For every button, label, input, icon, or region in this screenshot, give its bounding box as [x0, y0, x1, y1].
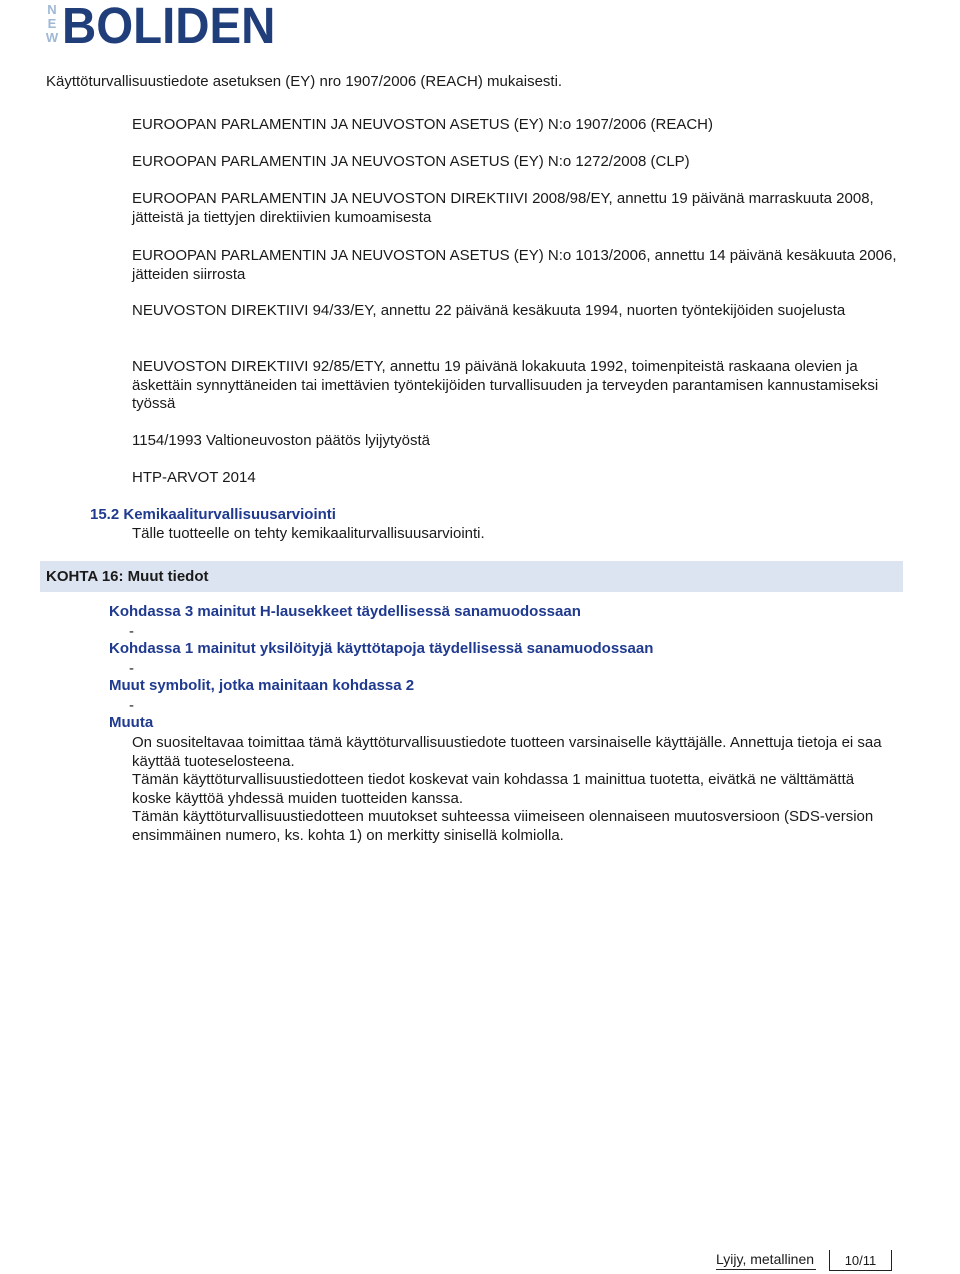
logo-new-letter: W — [45, 30, 59, 45]
section-item-heading: Kohdassa 3 mainitut H-lausekkeet täydellisessä sanamuodossaan — [109, 603, 581, 620]
section-item-value: - — [129, 660, 134, 677]
subsection-text: Tälle tuotteelle on tehty kemikaaliturvallisuusarviointi. — [132, 525, 485, 542]
other-info-heading: Muuta — [109, 714, 154, 731]
boliden-logo — [45, 0, 292, 54]
regulation-item: EUROOPAN PARLAMENTIN JA NEUVOSTON ASETUS (EY) N:o 1013/2006, annettu 14 päivänä kesäkuuta 2006, jätteiden siirrosta — [132, 247, 897, 283]
logo-new-mark — [45, 3, 59, 45]
section-title: KOHTA 16: Muut tiedot — [46, 568, 209, 585]
regulation-item: 1154/1993 Valtioneuvoston päätös lyijytyöstä — [132, 432, 430, 449]
footer-product-name: Lyijy, metallinen — [716, 1251, 815, 1267]
other-info-paragraph: Tämän käyttöturvallisuustiedotteen tiedot koskevat vain kohdassa 1 mainittua tuotetta, eivätkä ne välttämättä koske käyttöä yhdessä muiden tuotteiden kanssa. — [132, 771, 855, 807]
page-number: 10/11 — [829, 1250, 892, 1271]
regulation-item: EUROOPAN PARLAMENTIN JA NEUVOSTON ASETUS (EY) N:o 1907/2006 (REACH) — [132, 116, 713, 133]
logo-new-letter: E — [47, 16, 57, 31]
section-item-value: - — [129, 697, 134, 714]
regulation-item: NEUVOSTON DIREKTIIVI 94/33/EY, annettu 22 päivänä kesäkuuta 1994, nuorten työntekijöiden suojelusta — [132, 302, 846, 319]
logo-brand-name: BOLIDEN — [62, 0, 276, 54]
regulation-item: HTP-ARVOT 2014 — [132, 469, 256, 486]
other-info-paragraph: On suositeltavaa toimittaa tämä käyttöturvallisuustiedote tuotteen varsinaiselle käyttäjälle. Annettuja tietoja ei saa käyttää tuoteselosteena. — [132, 734, 882, 770]
section-item-value: - — [129, 623, 134, 640]
logo-new-letter: N — [47, 2, 57, 17]
subsection-title: Kemikaaliturvallisuusarviointi — [123, 506, 336, 523]
subsection-number: 15.2 — [90, 506, 120, 523]
subsection-heading — [90, 506, 336, 525]
section-item-heading: Muut symbolit, jotka mainitaan kohdassa 2 — [109, 677, 415, 694]
regulation-item: EUROOPAN PARLAMENTIN JA NEUVOSTON DIREKTIIVI 2008/98/EY, annettu 19 päivänä marraskuuta 2008, jätteistä ja tiettyjen direktiivien kumoamisesta — [132, 190, 874, 226]
document-header: Käyttöturvallisuustiedote asetuksen (EY) nro 1907/2006 (REACH) mukaisesti. — [46, 73, 563, 90]
other-info-paragraph: Tämän käyttöturvallisuustiedotteen muutokset suhteessa viimeiseen olennaiseen muutosversioon (SDS-version ensimmäinen numero, ks. kohta 1) on merkitty sinisellä kolmiolla. — [132, 808, 874, 844]
regulation-item: EUROOPAN PARLAMENTIN JA NEUVOSTON ASETUS (EY) N:o 1272/2008 (CLP) — [132, 153, 690, 170]
section-item-heading: Kohdassa 1 mainitut yksilöityjä käyttötapoja täydellisessä sanamuodossaan — [109, 640, 654, 657]
regulation-item: NEUVOSTON DIREKTIIVI 92/85/ETY, annettu 19 päivänä lokakuuta 1992, toimenpiteistä raskaana olevien ja äskettäin synnyttäneiden tai imettävien työntekijöiden turvallisuuden ja terveyden parantamisen kannustamiseksi työssä — [132, 358, 879, 413]
footer-divider — [716, 1269, 816, 1270]
